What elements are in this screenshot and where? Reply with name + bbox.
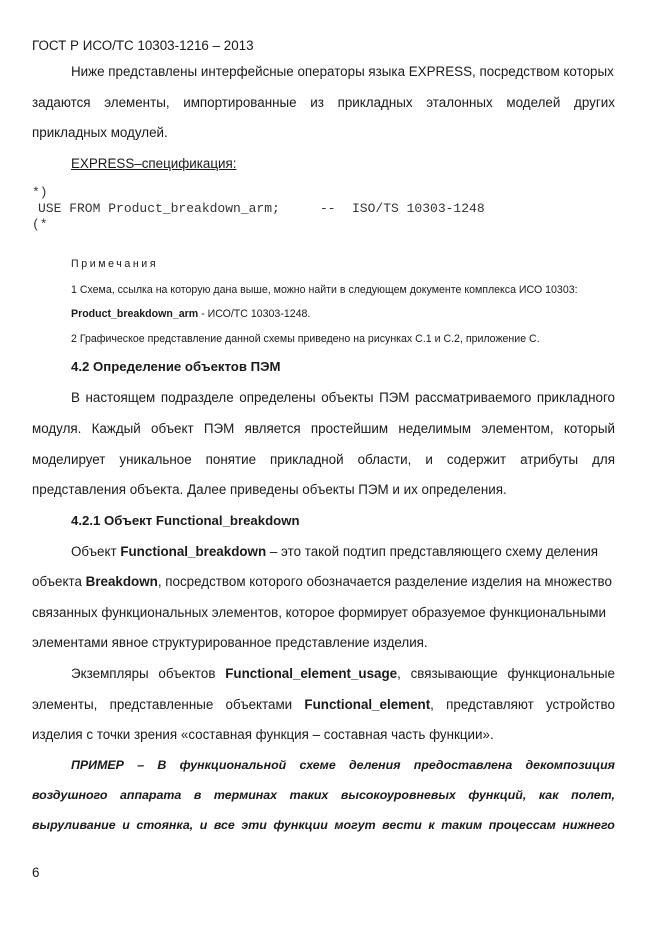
word: стоянка, [136, 818, 194, 832]
paragraph-2-line-2 [32, 697, 615, 712]
note-1-rest: - ИСО/ТС 10303-1248. [198, 308, 311, 320]
note-2: 2 Графическое представление данной схемы приведено на рисунках С.1 и С.2, приложение С. [71, 333, 540, 345]
word: ПРИМЕР [71, 758, 124, 772]
word: деления [349, 758, 401, 772]
entity-functional-breakdown: Functional_breakdown [120, 544, 267, 559]
entity-group [225, 666, 401, 681]
word: В [71, 390, 80, 405]
word: декомпозиция [525, 758, 615, 772]
word: ПЭМ [379, 390, 410, 405]
word: функциональные [507, 666, 615, 681]
word: связывающие [410, 666, 498, 681]
section-4-2-1-heading: 4.2.1 Объект Functional_breakdown [71, 513, 300, 528]
word: схеме [299, 758, 336, 772]
word: элементы, [104, 95, 170, 110]
text: – это такой подтип представляющего схему деления [266, 544, 599, 559]
code-close-comment: (* [32, 217, 48, 232]
word: других [574, 95, 615, 110]
text: , посредством которого обозначается разделение изделия на множество [157, 574, 612, 589]
word: элементом, [481, 421, 554, 436]
word: импортированные [183, 95, 297, 110]
section-4-2-line-2 [32, 421, 615, 436]
word: к [428, 818, 435, 832]
example-line-1 [71, 758, 615, 772]
section-4-2-heading: 4.2 Определение объектов ПЭМ [71, 359, 281, 374]
section-4-2-line-1 [71, 390, 615, 405]
paragraph-1-line-1 [71, 544, 598, 559]
word: рассматриваемого [415, 390, 532, 405]
page-number: 6 [32, 865, 40, 880]
word: нижнего [562, 818, 615, 832]
entity-breakdown: Breakdown [85, 574, 158, 589]
word: настоящем [85, 390, 156, 405]
word: из [310, 95, 324, 110]
text: Объект [71, 544, 121, 559]
entity-functional-element-usage: Functional_element_usage [225, 666, 398, 681]
word: определены [239, 390, 316, 405]
paragraph-1-line-3: связанных функциональных элементов, которое формирует образуемое функциональными [32, 605, 606, 620]
intro-line-3: прикладных модулей. [32, 125, 168, 140]
intro-line-2 [32, 95, 615, 110]
word: модуля. [32, 421, 82, 436]
word: процессам [488, 818, 556, 832]
express-spec-label: EXPRESS–спецификация: [71, 156, 237, 171]
word: объекты [321, 390, 374, 405]
word: эталонных [426, 95, 493, 110]
word: Экземпляры [71, 666, 149, 681]
note-1-line-1: 1 Схема, ссылка на которую дана выше, можно найти в следующем документе комплекса ИСО 10303: [71, 284, 578, 296]
paragraph-2-line-1 [71, 666, 615, 681]
word: задаются [32, 95, 91, 110]
word: содержит [446, 452, 507, 467]
code-open-comment: *) [32, 185, 48, 200]
word: элементы, [32, 697, 98, 712]
word: эти [241, 818, 267, 832]
word: высокоуровневых [340, 788, 456, 802]
example-line-2 [32, 788, 615, 802]
word: для [592, 452, 615, 467]
word: моделей [506, 95, 561, 110]
word: моделирует [32, 452, 106, 467]
word: представленные [109, 697, 214, 712]
word: прикладных [337, 95, 413, 110]
text: объекта [32, 574, 86, 589]
word: вести [382, 818, 422, 832]
word: атрибуты [520, 452, 579, 467]
example-line-3 [32, 818, 615, 832]
code-dashes: -- [320, 201, 336, 216]
word: таких [289, 788, 329, 802]
word: прикладной [270, 452, 344, 467]
word: простейшим [310, 421, 389, 436]
word: является [244, 421, 301, 436]
paragraph-1-line-2 [32, 574, 612, 589]
word: понятие [205, 452, 257, 467]
entity-functional-element: Functional_element [304, 697, 431, 712]
document-header: ГОСТ Р ИСО/ТС 10303-1216 – 2013 [32, 38, 254, 53]
word: таким [441, 818, 483, 832]
word: как [538, 788, 559, 802]
entity-group [304, 697, 433, 712]
word: В [157, 758, 167, 772]
word: и [199, 818, 208, 832]
word: все [213, 818, 235, 832]
word: выруливание [32, 818, 116, 832]
word: аппарата [119, 788, 182, 802]
word: функциональной [179, 758, 287, 772]
word: подразделе [160, 390, 234, 405]
code-use-statement: USE FROM Product_breakdown_arm; [38, 201, 280, 216]
note-1-entity: Product_breakdown_arm [71, 308, 199, 320]
intro-line-1: Ниже представлены интерфейсные операторы языка EXPRESS, посредством которых [71, 64, 614, 79]
word: функций, [468, 788, 527, 802]
notes-title: Примечания [71, 258, 159, 270]
word: объект [151, 421, 194, 436]
word: и [122, 818, 130, 832]
word: области, [357, 452, 412, 467]
word: Каждый [91, 421, 141, 436]
word: предоставлена [413, 758, 513, 772]
word: ПЭМ [203, 421, 235, 436]
word: устройство [545, 697, 615, 712]
code-reference: ISO/TS 10303-1248 [352, 201, 485, 216]
word: , [430, 697, 434, 712]
section-4-2-line-3 [32, 452, 615, 467]
word: и [425, 452, 433, 467]
word: который [563, 421, 615, 436]
paragraph-2-line-3: изделия с точки зрения «составная функция – составная часть функции». [32, 727, 494, 742]
note-1-line-2 [71, 308, 310, 320]
word: полет, [571, 788, 615, 802]
word: , [397, 666, 401, 681]
word: уникальное [119, 452, 192, 467]
word: неделимым [398, 421, 472, 436]
word: объектами [225, 697, 293, 712]
word: функции [273, 818, 328, 832]
section-4-2-line-4: представления объекта. Далее приведены объекты ПЭМ и их определения. [32, 482, 507, 497]
word: прикладного [536, 390, 615, 405]
word: представляют [446, 697, 534, 712]
word: могут [334, 818, 376, 832]
word: объектов [158, 666, 216, 681]
word: воздушного [32, 788, 108, 802]
word: – [137, 758, 145, 772]
word: терминах [213, 788, 278, 802]
paragraph-1-line-4: элементами явное структурированное представление изделия. [32, 635, 428, 650]
word: в [193, 788, 202, 802]
